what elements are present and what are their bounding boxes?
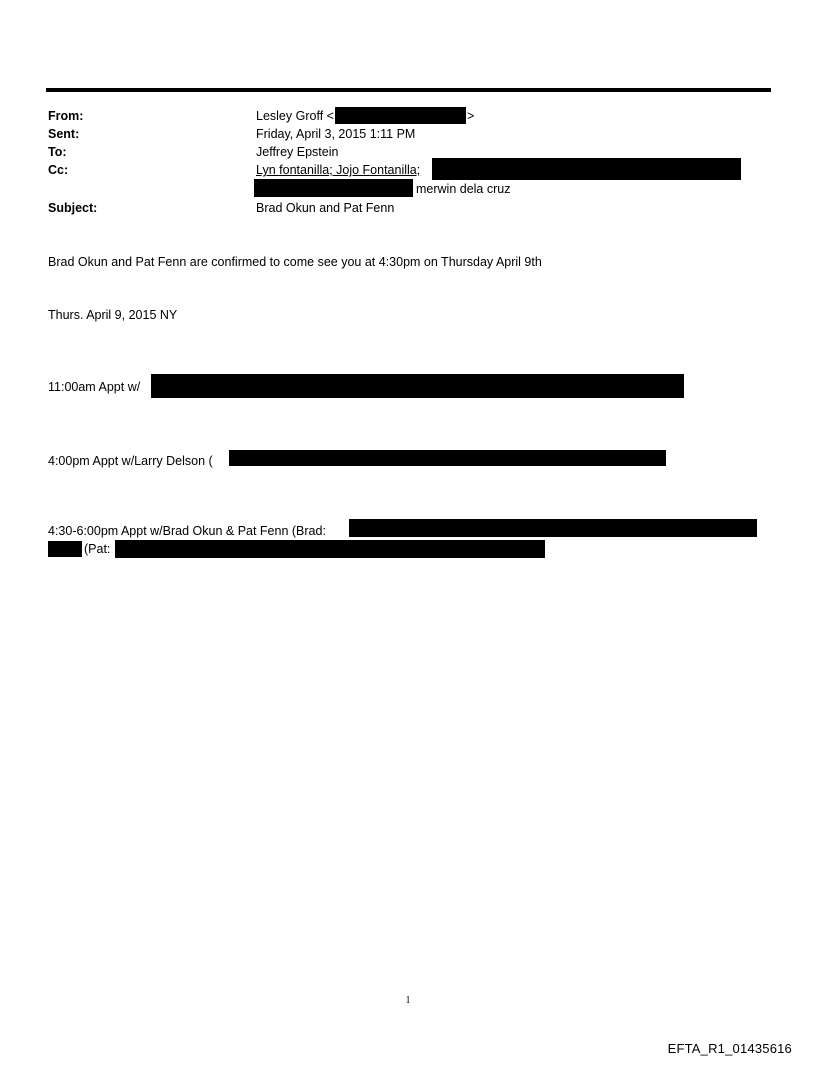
from-close-bracket: > (467, 109, 475, 123)
sent-label: Sent: (48, 127, 80, 141)
to-value: Jeffrey Epstein (256, 145, 339, 159)
cc-recipients-line1: Lyn fontanilla; Jojo Fontanilla; (256, 163, 421, 177)
appointment-1: 11:00am Appt w/ (48, 380, 141, 394)
cc-recipients-line2: merwin dela cruz (416, 182, 511, 196)
appointment-3: 4:30-6:00pm Appt w/Brad Okun & Pat Fenn (Brad: (48, 524, 326, 538)
from-label: From: (48, 109, 84, 123)
to-label: To: (48, 145, 67, 159)
redaction-from-email (335, 107, 466, 124)
redaction-appt-3a (349, 519, 757, 537)
subject-value: Brad Okun and Pat Fenn (256, 201, 395, 215)
redaction-appt-1 (151, 374, 684, 398)
from-name: Lesley Groff < (256, 109, 334, 123)
cc-label: Cc: (48, 163, 69, 177)
date-line: Thurs. April 9, 2015 NY (48, 308, 178, 322)
redaction-appt-3b (48, 541, 82, 557)
appointment-3-continued: (Pat: (84, 542, 111, 556)
from-value (256, 107, 334, 125)
bates-number: EFTA_R1_01435616 (667, 1041, 792, 1056)
redaction-cc-2 (254, 179, 413, 197)
header-rule (46, 88, 771, 92)
redaction-appt-3c (115, 540, 545, 558)
page-number: 1 (405, 995, 411, 1006)
appointment-2: 4:00pm Appt w/Larry Delson ( (48, 454, 213, 468)
sent-value: Friday, April 3, 2015 1:11 PM (256, 127, 416, 141)
subject-label: Subject: (48, 201, 98, 215)
redaction-appt-2 (229, 450, 666, 466)
confirmation-text: Brad Okun and Pat Fenn are confirmed to come see you at 4:30pm on Thursday April 9th (48, 255, 542, 269)
redaction-cc-1 (432, 158, 741, 180)
